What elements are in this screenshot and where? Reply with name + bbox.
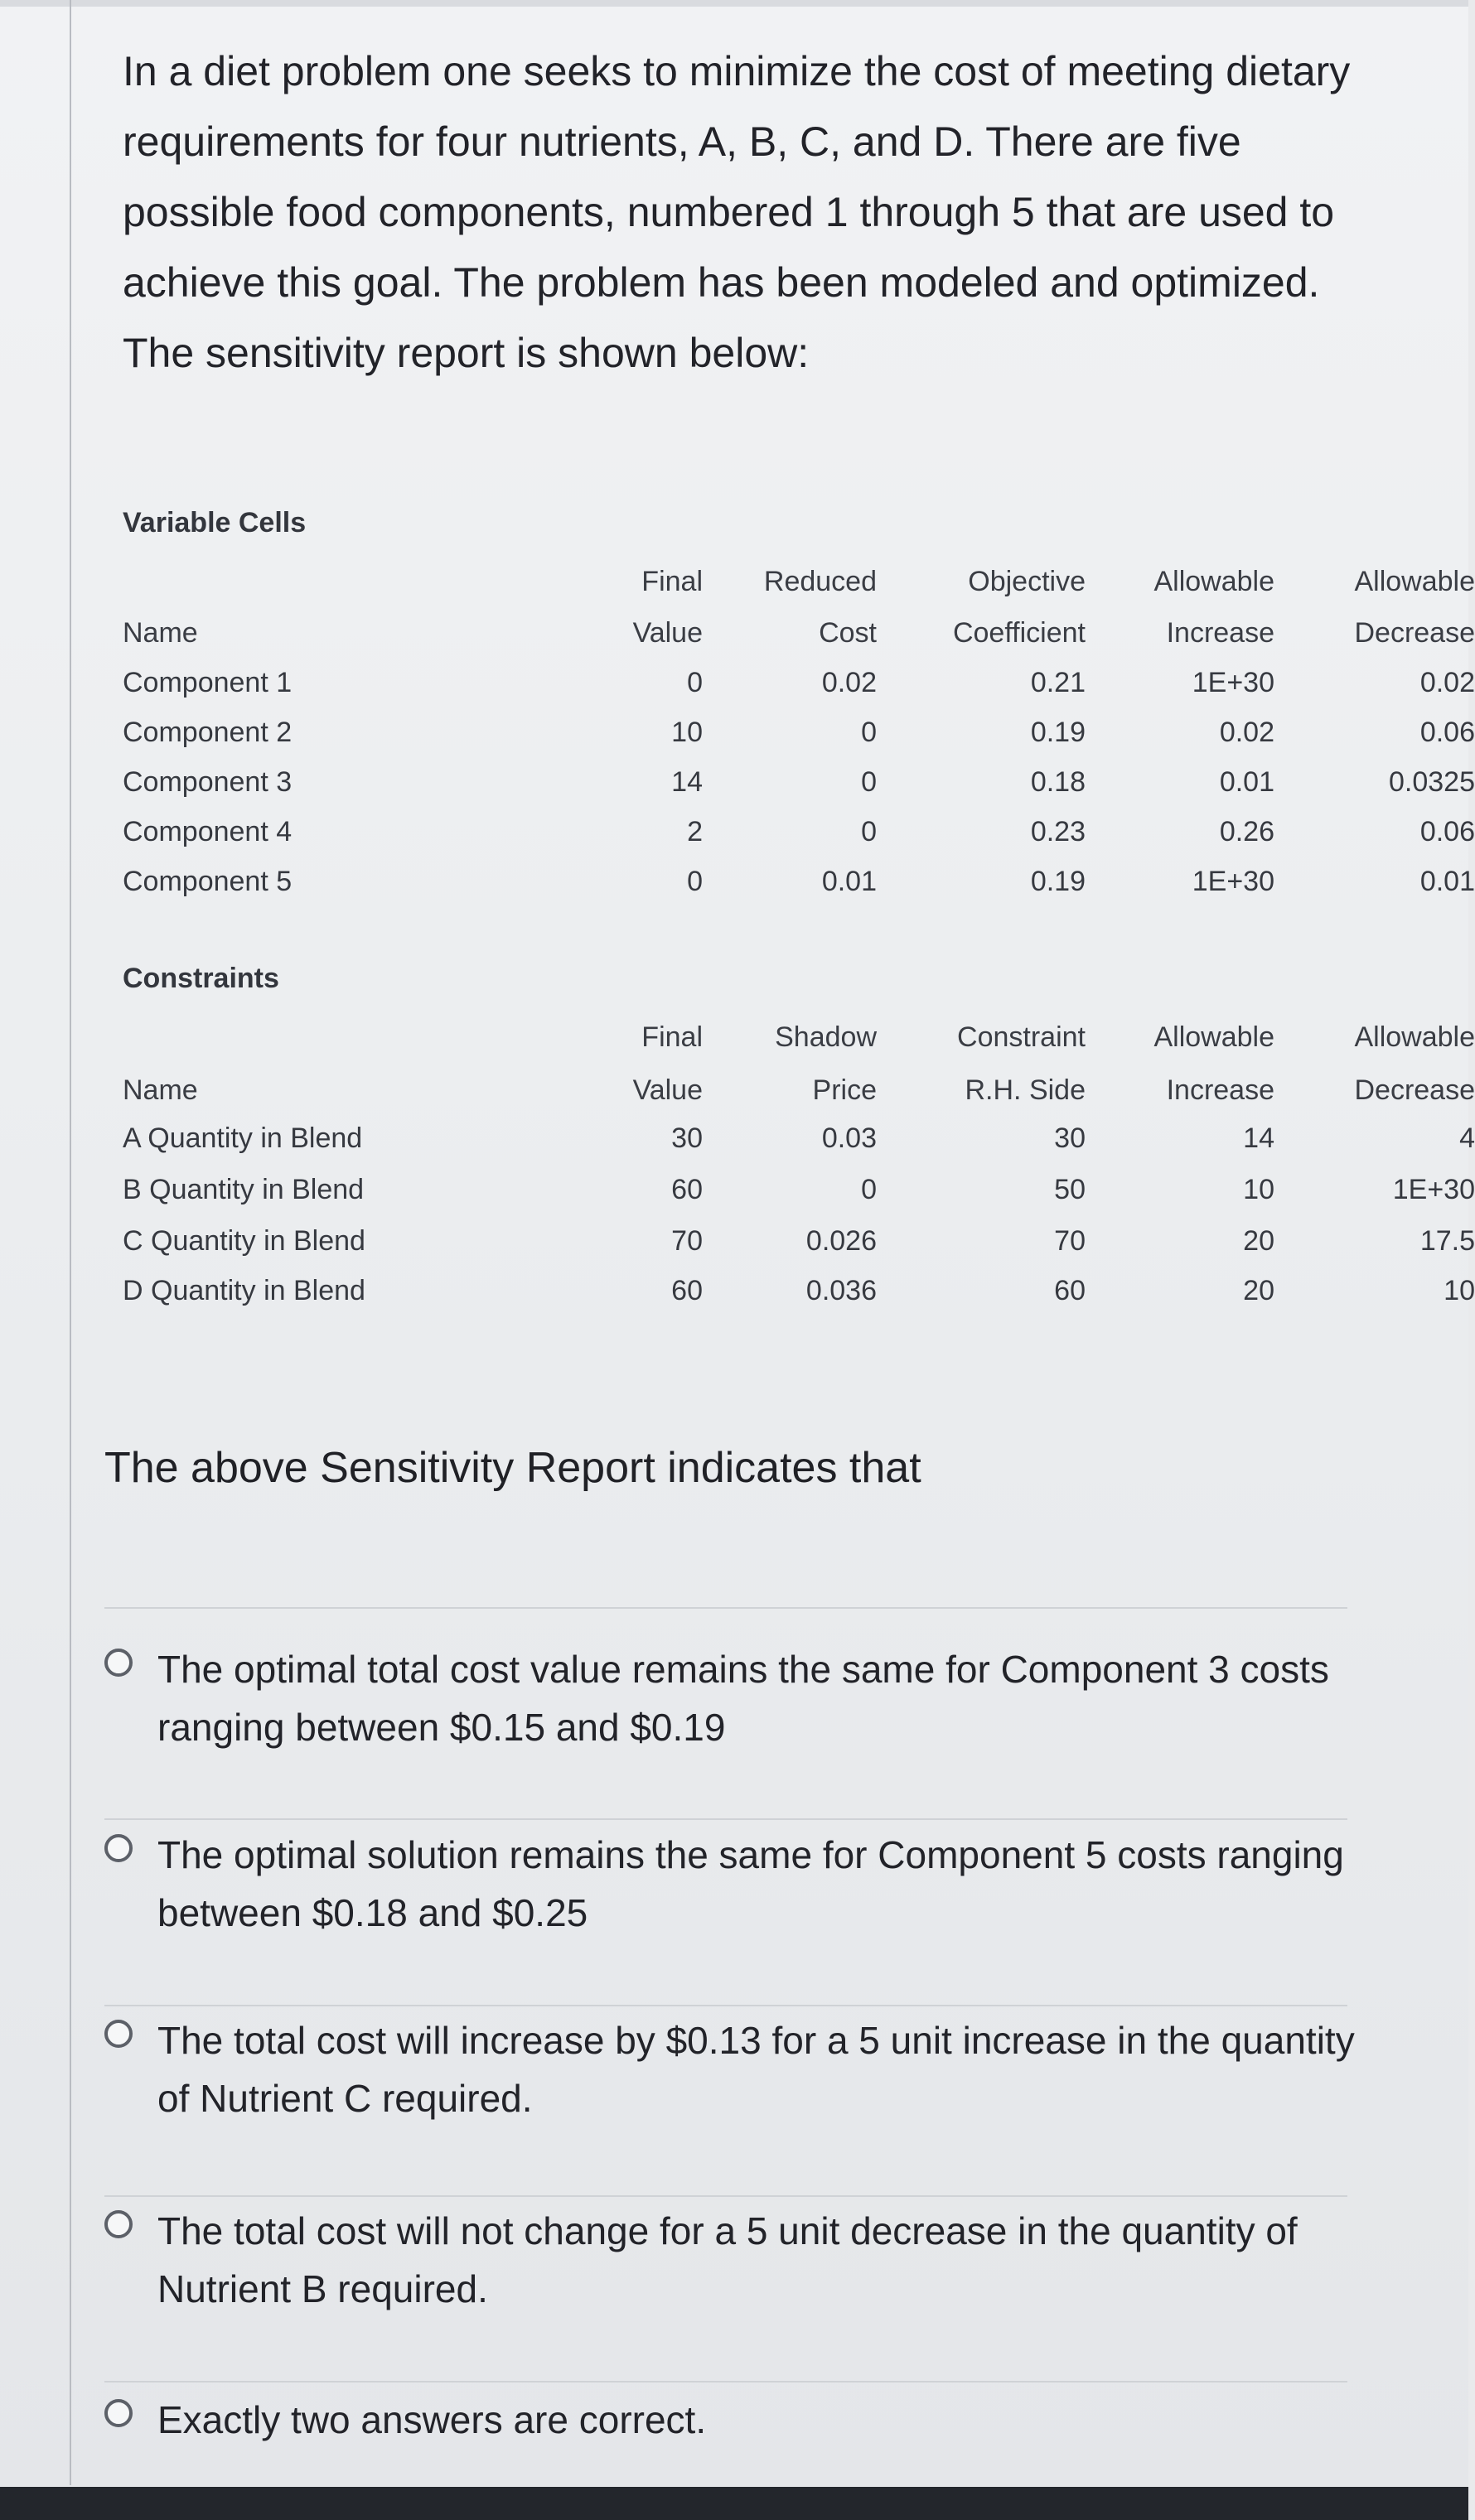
table-row <box>123 711 1475 754</box>
header-name: Name <box>123 617 198 649</box>
divider <box>104 2195 1347 2197</box>
shadow-price: 0.026 <box>805 1225 877 1257</box>
left-border <box>70 0 71 2485</box>
allowable-decrease: 0.06 <box>1419 717 1475 748</box>
allowable-increase: 20 <box>1243 1275 1274 1306</box>
reduced-cost: 0.02 <box>821 667 877 698</box>
row-name: Component 4 <box>123 816 293 847</box>
shadow-price: 0.03 <box>821 1122 877 1154</box>
table-row <box>123 1269 1475 1312</box>
objective-coefficient: 0.19 <box>1030 717 1086 748</box>
row-name: A Quantity in Blend <box>123 1122 363 1154</box>
prompt-lead-text: The above Sensitivity Report indicates that <box>104 1444 921 1492</box>
header-reduced: Reduced <box>763 566 877 597</box>
radio-button-icon[interactable] <box>104 2399 133 2427</box>
answer-option-label: Exactly two answers are correct. <box>157 2398 707 2441</box>
table-row <box>123 760 1475 804</box>
shadow-price: 0.036 <box>805 1275 877 1306</box>
variable-cells-header-top <box>123 560 1475 603</box>
allowable-increase: 10 <box>1243 1174 1274 1205</box>
divider <box>104 2381 1347 2382</box>
table-row <box>123 1168 1475 1211</box>
reduced-cost: 0.01 <box>821 866 877 897</box>
top-strip <box>0 0 1468 7</box>
reduced-cost: 0 <box>861 717 877 748</box>
objective-coefficient: 0.18 <box>1030 766 1086 798</box>
constraints-title: Constraints <box>123 963 279 994</box>
table-row <box>123 661 1475 704</box>
answer-option-5[interactable] <box>104 2391 1364 2449</box>
final-value: 2 <box>687 816 703 847</box>
allowable-decrease: 0.01 <box>1419 866 1475 897</box>
answer-option-2[interactable] <box>104 1826 1364 1942</box>
allowable-increase: 20 <box>1243 1225 1274 1257</box>
answer-option-label: The optimal solution remains the same for Component 5 costs ranging between $0.18 and $0.25 <box>157 1833 1344 1934</box>
shadow-price: 0 <box>861 1174 877 1205</box>
constraints-header-bottom <box>123 1069 1475 1112</box>
objective-coefficient: 0.19 <box>1030 866 1086 897</box>
objective-coefficient: 0.21 <box>1030 667 1086 698</box>
allowable-decrease: 1E+30 <box>1392 1174 1475 1205</box>
divider <box>104 2005 1347 2006</box>
variable-cells-header-bottom <box>123 611 1475 654</box>
final-value: 10 <box>671 717 703 748</box>
divider <box>104 1818 1347 1820</box>
radio-button-icon[interactable] <box>104 1834 133 1862</box>
final-value: 30 <box>671 1122 703 1154</box>
header-decrease: Decrease <box>1354 617 1475 649</box>
reduced-cost: 0 <box>861 816 877 847</box>
header-final: Final <box>641 566 703 597</box>
divider <box>104 1607 1347 1609</box>
reduced-cost: 0 <box>861 766 877 798</box>
radio-button-icon[interactable] <box>104 2020 133 2048</box>
header-decrease: Decrease <box>1354 1074 1475 1106</box>
header-value: Value <box>632 1074 703 1106</box>
allowable-increase: 0.01 <box>1219 766 1274 798</box>
allowable-increase: 1E+30 <box>1192 667 1274 698</box>
header-cost: Cost <box>819 617 877 649</box>
header-shadow: Shadow <box>775 1021 877 1053</box>
header-allowable-decrease-top: Allowable <box>1354 566 1475 597</box>
header-objective: Objective <box>968 566 1086 597</box>
final-value: 14 <box>671 766 703 798</box>
allowable-decrease: 0.0325 <box>1389 766 1475 798</box>
allowable-increase: 0.02 <box>1219 717 1274 748</box>
answer-option-4[interactable] <box>104 2202 1364 2318</box>
header-coefficient: Coefficient <box>952 617 1086 649</box>
objective-coefficient: 0.23 <box>1030 816 1086 847</box>
header-price: Price <box>812 1074 877 1106</box>
header-rh-side: R.H. Side <box>965 1074 1086 1106</box>
header-allowable-decrease-top: Allowable <box>1354 1021 1475 1053</box>
row-name: Component 3 <box>123 766 293 798</box>
bottom-bar <box>0 2487 1468 2520</box>
allowable-decrease: 0.06 <box>1419 816 1475 847</box>
answer-option-label: The total cost will not change for a 5 unit decrease in the quantity of Nutrient B required. <box>157 2209 1298 2310</box>
rh-side: 30 <box>1054 1122 1086 1154</box>
header-increase: Increase <box>1166 1074 1274 1106</box>
header-allowable-increase-top: Allowable <box>1153 1021 1274 1053</box>
header-allowable-increase-top: Allowable <box>1153 566 1274 597</box>
allowable-increase: 0.26 <box>1219 816 1274 847</box>
final-value: 0 <box>687 667 703 698</box>
row-name: Component 5 <box>123 866 293 897</box>
header-increase: Increase <box>1166 617 1274 649</box>
row-name: Component 1 <box>123 667 293 698</box>
row-name: B Quantity in Blend <box>123 1174 365 1205</box>
allowable-decrease: 4 <box>1459 1122 1475 1154</box>
row-name: Component 2 <box>123 717 293 748</box>
answer-option-1[interactable] <box>104 1640 1364 1756</box>
table-row <box>123 810 1475 853</box>
allowable-decrease: 17.5 <box>1419 1225 1475 1257</box>
rh-side: 60 <box>1054 1275 1086 1306</box>
answer-option-label: The total cost will increase by $0.13 for a 5 unit increase in the quantity of Nutrient C required. <box>157 2019 1355 2120</box>
allowable-increase: 14 <box>1243 1122 1274 1154</box>
allowable-decrease: 10 <box>1444 1275 1475 1306</box>
header-final: Final <box>641 1021 703 1053</box>
final-value: 60 <box>671 1275 703 1306</box>
row-name: D Quantity in Blend <box>123 1275 365 1306</box>
rh-side: 70 <box>1054 1225 1086 1257</box>
table-row <box>123 1117 1475 1160</box>
header-value: Value <box>632 617 703 649</box>
answer-option-3[interactable] <box>104 2011 1364 2127</box>
allowable-increase: 1E+30 <box>1192 866 1274 897</box>
answer-option-label: The optimal total cost value remains the same for Component 3 costs ranging between $0.15 and $0.19 <box>157 1648 1329 1749</box>
row-name: C Quantity in Blend <box>123 1225 365 1257</box>
final-value: 70 <box>671 1225 703 1257</box>
header-name: Name <box>123 1074 198 1106</box>
radio-button-icon[interactable] <box>104 1649 133 1677</box>
question-text: In a diet problem one seeks to minimize the cost of meeting dietary requirements for four nutrients, A, B, C, and D. There are five possible food components, numbered 1 through 5 that are used to achieve this goal. The problem has been modeled and optimized. The sensitivity report is shown below: <box>123 48 1351 376</box>
variable-cells-title: Variable Cells <box>123 507 307 538</box>
table-row <box>123 1219 1475 1262</box>
radio-button-icon[interactable] <box>104 2210 133 2238</box>
header-constraint: Constraint <box>957 1021 1086 1053</box>
rh-side: 50 <box>1054 1174 1086 1205</box>
table-row <box>123 860 1475 903</box>
final-value: 0 <box>687 866 703 897</box>
constraints-header-top <box>123 1016 1475 1059</box>
allowable-decrease: 0.02 <box>1419 667 1475 698</box>
final-value: 60 <box>671 1174 703 1205</box>
